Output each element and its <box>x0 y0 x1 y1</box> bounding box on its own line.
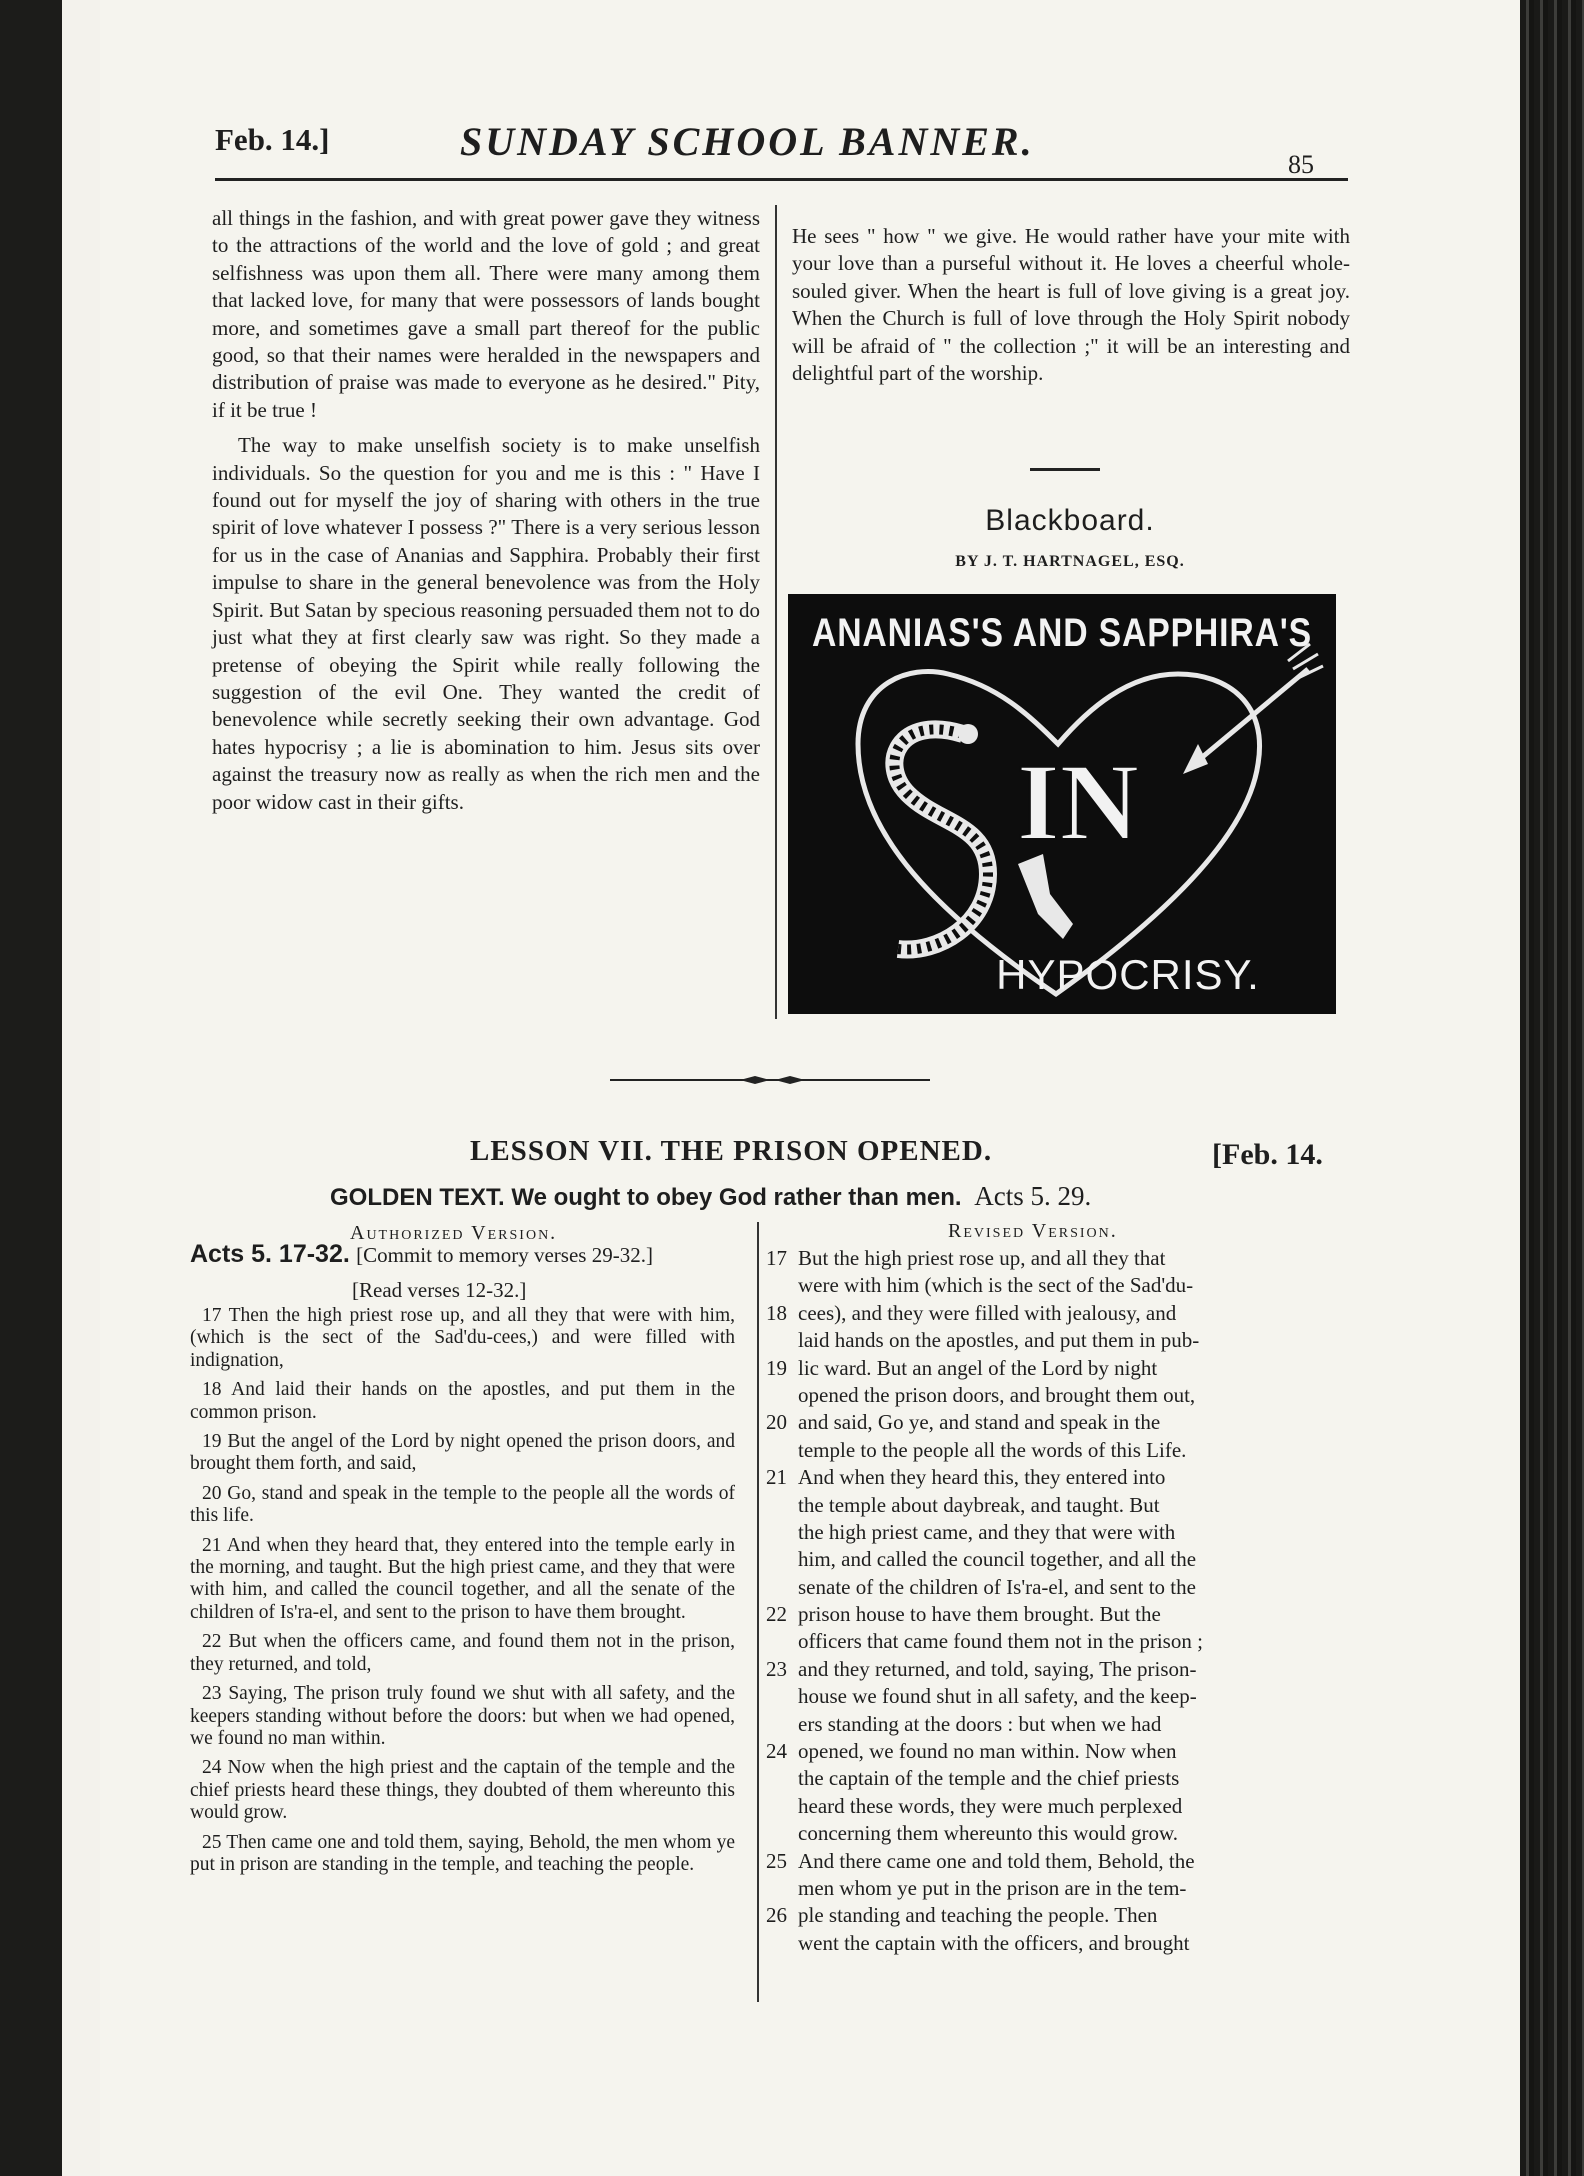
verse: 24 Now when the high priest and the captain of the temple and the chief priests heard these things, they doubted of them whereunto this would grow. <box>190 1757 735 1824</box>
right-column <box>792 223 1350 395</box>
adjacent-page-shadow <box>0 0 62 2176</box>
revised-line-text: But the high priest rose up, and all they that <box>798 1246 1166 1270</box>
revised-line <box>766 1409 1351 1436</box>
verse-number: 24 <box>766 1739 787 1764</box>
revised-line-text: heard these words, they were much perplexed <box>798 1793 1183 1818</box>
blackboard-bottom-text: HYPOCRISY. <box>996 951 1260 998</box>
left-paragraph-2: The way to make unselfish society is to make unselfish individuals. So the question for you and me is this : " Have I found out for myself the joy of sharing with others in the true spirit of love whatever I possess ?" There is a very serious lesson for us in the case of Ananias and Sapphira. Probably their first impulse to share in the general benevolence was from the Holy Spirit. But Satan by specious reasoning persuaded them not to do just what they at first clearly saw was right. So they made a pretense of obeying the Spirit while really following the suggestion of the evil One. They wanted the credit of benevolence while secretly seeking their own advantage. God hates hypocrisy ; a lie is abomination to him. Jesus sits over against the treasury now as really as when the rich men and the poor widow cast in their gifts. <box>212 433 760 814</box>
revised-line-text: ers standing at the doors : but when we had <box>798 1711 1162 1736</box>
verse: 20 Go, stand and speak in the temple to the people all the words of this life. <box>190 1482 735 1527</box>
revised-line-text: concerning them whereunto this would grow. <box>798 1821 1179 1846</box>
revised-line <box>766 1683 1351 1710</box>
commit-note: [Commit to memory verses 29-32.] <box>356 1243 653 1267</box>
golden-text-reference: Acts 5. 29. <box>974 1181 1092 1211</box>
book-spine <box>1520 0 1584 2176</box>
revised-line-text: were with him (which is the sect of the Sad'du- <box>798 1273 1194 1298</box>
revised-line-text: laid hands on the apostles, and put them in pub- <box>798 1328 1200 1353</box>
revised-line-text: the temple about daybreak, and taught. But <box>798 1492 1160 1517</box>
revised-line <box>766 1492 1351 1519</box>
golden-text-body: We ought to obey God rather than men. <box>511 1184 962 1211</box>
revised-line <box>766 1519 1351 1546</box>
revised-line <box>766 1848 1351 1875</box>
revised-line <box>766 1300 1351 1327</box>
verse-number: 23 <box>766 1656 787 1681</box>
revised-line <box>766 1355 1351 1382</box>
blackboard-big-word: IN <box>1016 741 1140 863</box>
blackboard-drawing <box>788 594 1336 1014</box>
revised-line <box>766 1765 1351 1792</box>
verse: 18 And laid their hands on the apostles, and put them in the common prison. <box>190 1379 735 1423</box>
revised-line <box>766 1820 1351 1847</box>
blackboard-top-text: ANANIAS'S AND SAPPHIRA'S <box>812 611 1312 655</box>
pointing-hand-icon <box>1018 854 1073 939</box>
serpent-head-icon <box>958 724 978 744</box>
verse: 23 Saying, The prison truly found we shut with all safety, and the keepers standing without before the doors: but when we had opened, we found no man within. <box>190 1683 735 1749</box>
revised-line <box>766 1327 1351 1354</box>
passage-line <box>190 1240 653 1269</box>
header-title: SUNDAY SCHOOL BANNER. <box>460 119 1035 164</box>
revised-line-text: prison house to have them brought. But the <box>798 1602 1161 1627</box>
revised-line <box>766 1464 1351 1491</box>
header-rule <box>215 178 1348 181</box>
right-paragraph: He sees " how " we give. He would rather have your mite with your love than a purseful without it. He loves a cheerful whole-souled giver. When the heart is full of love giving is a great joy. When the Church is full of love through the Holy Spirit nobody will be afraid of " the collection ;" it will be an interesting and delightful part of the worship. <box>792 224 1350 386</box>
revised-line <box>766 1875 1351 1902</box>
verse: 17 Then the high priest rose up, and all they that were with him, (which is the sect of the Sad'du-cees,) and were filled with indignation, <box>190 1305 735 1371</box>
ornamental-divider <box>610 1070 930 1090</box>
lesson-date: [Feb. 14. <box>1212 1138 1323 1171</box>
revised-line-text: went the captain with the officers, and brought <box>798 1930 1190 1955</box>
revised-version-label: Revised Version. <box>948 1220 1118 1242</box>
revised-line-text: the high priest came, and they that were with <box>798 1519 1176 1544</box>
revised-line <box>766 1437 1351 1464</box>
verse: 19 But the angel of the Lord by night opened the prison doors, and brought them forth, and said, <box>190 1431 735 1475</box>
revised-line-text: lic ward. But an angel of the Lord by night <box>798 1355 1158 1380</box>
page-number: 85 <box>1288 150 1314 179</box>
verse: 22 But when the officers came, and found them not in the prison, they returned, and told, <box>190 1631 735 1675</box>
blackboard-byline: BY J. T. HARTNAGEL, ESQ. <box>955 553 1185 570</box>
revised-line-text: the captain of the temple and the chief priests <box>798 1766 1180 1791</box>
verse-number: 18 <box>766 1300 787 1325</box>
revised-line <box>766 1245 1351 1272</box>
verse: 25 Then came one and told them, saying, Behold, the men whom ye put in prison are standing in the temple, and teaching the people. <box>190 1831 735 1875</box>
revised-line <box>766 1601 1351 1628</box>
revised-line <box>766 1711 1351 1738</box>
authorized-version-column <box>190 1305 735 1883</box>
revised-line <box>766 1738 1351 1765</box>
revised-line <box>766 1628 1351 1655</box>
revised-line-text: And there came one and told them, Behold, the <box>798 1848 1195 1873</box>
revised-line <box>766 1546 1351 1573</box>
verse-number: 26 <box>766 1903 787 1928</box>
lesson-heading: LESSON VII. THE PRISON OPENED. <box>470 1135 993 1167</box>
passage-reference: Acts 5. 17-32. <box>190 1240 350 1268</box>
blackboard-title: Blackboard. <box>985 504 1155 537</box>
revised-line-text: And when they heard this, they entered into <box>798 1465 1166 1490</box>
left-column <box>212 205 760 824</box>
revised-line-text: senate of the children of Is'ra-el, and sent to the <box>798 1574 1196 1599</box>
revised-line-text: cees), and they were filled with jealousy, and <box>798 1300 1177 1325</box>
read-note: [Read verses 12-32.] <box>352 1278 527 1302</box>
revised-line-text: ple standing and teaching the people. Then <box>798 1903 1158 1928</box>
verse-number: 22 <box>766 1602 787 1627</box>
verse-number: 25 <box>766 1848 787 1873</box>
golden-text <box>330 1181 1091 1212</box>
revised-line-text: men whom ye put in the prison are in the tem- <box>798 1875 1187 1900</box>
verse-number: 21 <box>766 1465 787 1490</box>
revised-line <box>766 1902 1351 1929</box>
revised-line-text: temple to the people all the words of this Life. <box>798 1437 1187 1462</box>
revised-line <box>766 1574 1351 1601</box>
verse: 21 And when they heard that, they entered into the temple early in the morning, and taught. But the high priest came, and they that were with him, and called the council together, and all the senate of the children of Is'ra-el, and sent to the prison to have them brought. <box>190 1534 735 1623</box>
verse-number: 20 <box>766 1410 787 1435</box>
revised-line-text: and said, Go ye, and stand and speak in the <box>798 1410 1161 1435</box>
section-rule <box>1030 468 1100 471</box>
revised-line <box>766 1793 1351 1820</box>
revised-line <box>766 1272 1351 1299</box>
revised-line <box>766 1930 1351 1957</box>
revised-line-text: opened the prison doors, and brought them out, <box>798 1382 1196 1407</box>
left-paragraph-1: all things in the fashion, and with great power gave they witness to the attractions of the world and the love of gold ; and great selfishness was upon them all. There were many among them that lacked love, for many that were possessors of lands bought more, and sometimes gave a small part thereof for the public good, so that their names were heralded in the newspapers and distribution of praise was made to everyone as he desired." Pity, if it be true ! <box>212 206 760 422</box>
adjacent-page-edge <box>62 0 100 2176</box>
revised-line <box>766 1656 1351 1683</box>
revised-line-text: officers that came found them not in the prison ; <box>798 1629 1203 1654</box>
golden-text-label: GOLDEN TEXT. <box>330 1184 505 1211</box>
revised-version-column <box>766 1245 1351 1957</box>
revised-line-text: house we found shut in all safety, and the keep- <box>798 1684 1197 1709</box>
revised-line-text: and they returned, and told, saying, The prison- <box>798 1656 1197 1681</box>
authorized-version-label: Authorized Version. <box>350 1222 558 1244</box>
revised-line-text: opened, we found no man within. Now when <box>798 1739 1177 1764</box>
header-date: Feb. 14.] <box>215 122 330 157</box>
revised-line-text: him, and called the council together, and all the <box>798 1547 1197 1572</box>
version-divider <box>757 1222 759 2002</box>
verse-number: 19 <box>766 1355 787 1380</box>
revised-line <box>766 1382 1351 1409</box>
verse-number: 17 <box>766 1246 787 1270</box>
column-divider <box>775 205 777 1019</box>
blackboard-illustration <box>788 594 1336 1014</box>
